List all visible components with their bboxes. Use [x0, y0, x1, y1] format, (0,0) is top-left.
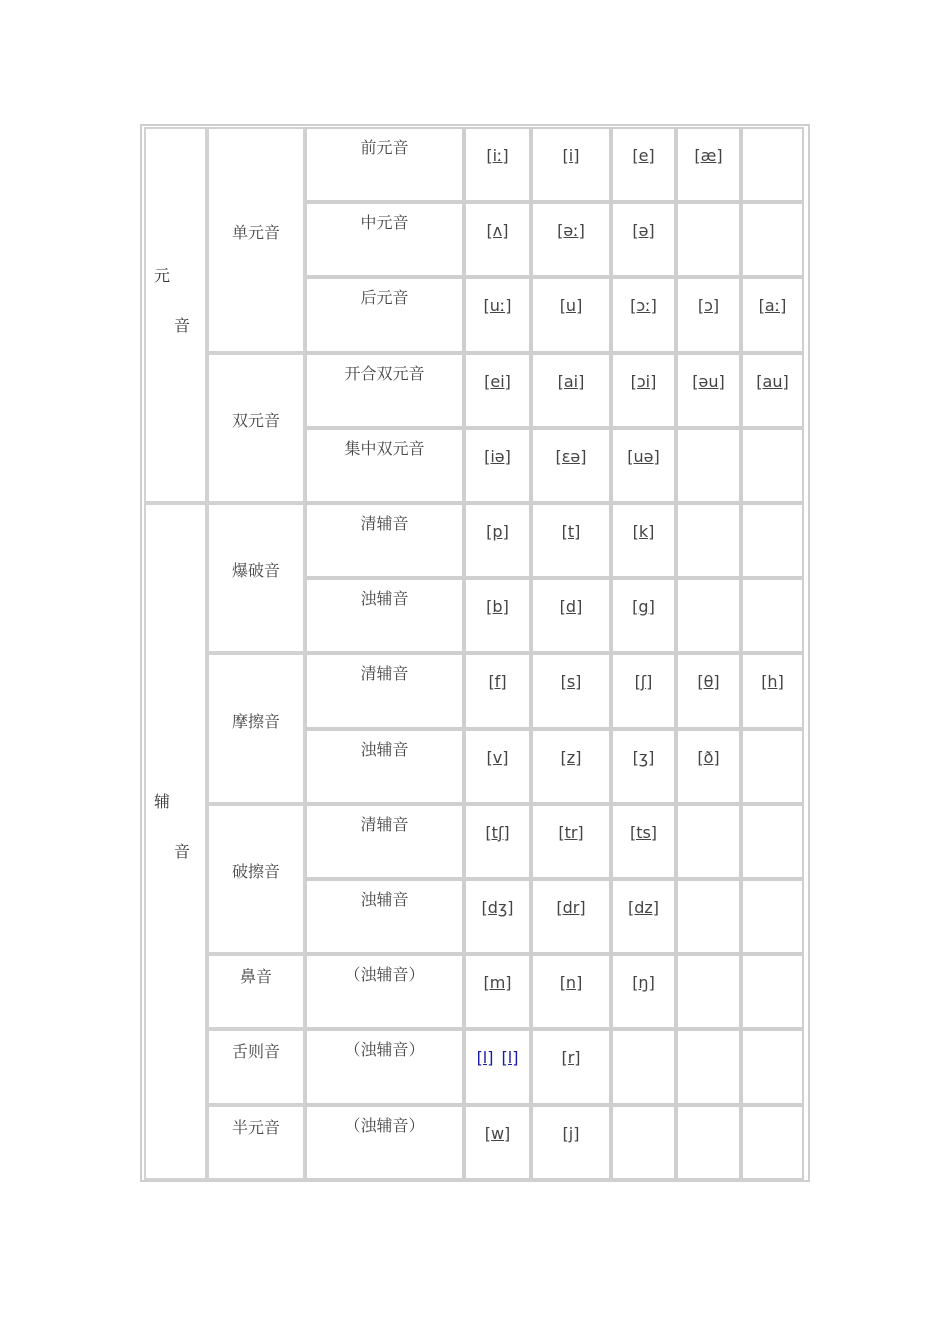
type-label: 清辅音 — [360, 814, 409, 834]
symbol-cell — [531, 954, 611, 1029]
symbol-cell — [464, 578, 531, 653]
ipa-link[interactable]: [m] — [483, 973, 512, 993]
symbol-cell — [676, 954, 741, 1029]
type-cell — [305, 127, 464, 202]
symbol-cell — [611, 729, 676, 804]
type-label: 开合双元音 — [344, 363, 425, 383]
ipa-link[interactable]: [ʌ] — [486, 221, 509, 241]
group-label: 舌则音 — [231, 1042, 280, 1062]
group-label: 单元音 — [231, 222, 280, 242]
type-label: 清辅音 — [360, 514, 409, 533]
ipa-link[interactable]: [f] — [488, 672, 507, 692]
type-cell — [305, 1029, 464, 1104]
category-cell — [144, 127, 207, 503]
symbol-cell — [531, 353, 611, 428]
ipa-link[interactable]: [εə] — [555, 446, 587, 466]
symbol-cell — [464, 1029, 531, 1104]
symbol-cell — [676, 879, 741, 954]
symbol-cell — [741, 653, 804, 728]
ipa-link[interactable]: [əː] — [557, 221, 585, 241]
group-cell — [207, 353, 305, 503]
symbol-cell — [611, 804, 676, 879]
symbol-cell — [741, 503, 804, 578]
type-cell — [305, 503, 464, 578]
symbol-cell — [611, 578, 676, 653]
ipa-link[interactable]: [i] — [562, 146, 580, 165]
type-cell — [305, 353, 464, 428]
ipa-link[interactable]: [v] — [486, 747, 509, 767]
ipa-link[interactable]: [t] — [561, 522, 581, 541]
symbol-cell — [531, 428, 611, 503]
symbol-cell — [741, 578, 804, 653]
symbol-cell — [611, 503, 676, 578]
ipa-link[interactable]: [uː] — [483, 296, 512, 316]
ipa-link[interactable]: [ts] — [629, 822, 658, 842]
group-label: 破擦音 — [231, 861, 280, 881]
symbol-cell — [464, 428, 531, 503]
ipa-link[interactable]: [n] — [559, 973, 583, 993]
group-cell — [207, 503, 305, 653]
type-cell — [305, 202, 464, 277]
symbol-cell — [741, 1029, 804, 1104]
symbol-cell — [676, 428, 741, 503]
ipa-link[interactable]: [iə] — [484, 446, 511, 466]
symbol-cell — [464, 127, 531, 202]
group-label: 摩擦音 — [231, 711, 280, 731]
group-label: 半元音 — [231, 1117, 280, 1137]
symbol-cell — [611, 127, 676, 202]
symbol-cell — [464, 202, 531, 277]
ipa-link[interactable]: [ð] — [697, 747, 720, 767]
ipa-link[interactable]: [dr] — [556, 898, 586, 917]
ipa-link[interactable]: [ai] — [557, 371, 585, 391]
symbol-cell — [464, 353, 531, 428]
ipa-link[interactable]: [dʒ] — [481, 898, 514, 917]
ipa-link[interactable]: [ɔi] — [630, 371, 657, 391]
type-cell — [305, 879, 464, 954]
ipa-link[interactable]: [l] — [476, 1048, 494, 1068]
symbol-cell — [531, 653, 611, 728]
symbol-cell — [676, 653, 741, 728]
ipa-link[interactable]: [au] — [756, 371, 789, 391]
symbol-cell — [611, 353, 676, 428]
symbol-cell — [531, 503, 611, 578]
group-label: 鼻音 — [239, 967, 272, 987]
ipa-link[interactable]: [ə] — [632, 221, 655, 241]
symbol-cell — [611, 653, 676, 728]
symbol-cell — [531, 277, 611, 352]
symbol-cell — [531, 729, 611, 804]
ipa-link[interactable]: [j] — [562, 1123, 580, 1143]
ipa-link[interactable]: [z] — [560, 747, 582, 767]
group-cell — [207, 1105, 305, 1180]
type-label: 浊辅音 — [360, 739, 409, 759]
ipa-link[interactable]: [θ] — [697, 672, 720, 692]
ipa-link[interactable]: [aː] — [758, 296, 787, 316]
group-label: 爆破音 — [231, 561, 280, 581]
category-cell — [144, 503, 207, 1180]
ipa-link[interactable]: [e] — [632, 146, 655, 165]
type-cell — [305, 729, 464, 804]
ipa-link[interactable]: [ei] — [484, 371, 511, 391]
type-cell — [305, 277, 464, 352]
symbol-cell — [611, 879, 676, 954]
ipa-link[interactable]: [ɔ] — [697, 296, 720, 316]
symbol-cell — [531, 804, 611, 879]
symbol-cell — [741, 277, 804, 352]
symbol-pair — [466, 1048, 529, 1067]
symbol-cell — [676, 729, 741, 804]
group-label: 双元音 — [231, 410, 280, 430]
type-cell — [305, 653, 464, 728]
symbol-cell — [531, 879, 611, 954]
group-cell — [207, 804, 305, 954]
type-label: 中元音 — [360, 213, 409, 233]
symbol-cell — [741, 879, 804, 954]
symbol-cell — [676, 578, 741, 653]
ipa-link[interactable]: [s] — [560, 672, 582, 692]
ipa-link[interactable]: [w] — [484, 1123, 511, 1143]
symbol-cell — [464, 503, 531, 578]
ipa-link[interactable]: [d] — [559, 597, 583, 617]
ipa-link[interactable]: [tr] — [558, 822, 584, 842]
ipa-link[interactable]: [h] — [761, 672, 784, 692]
ipa-link[interactable]: [p] — [486, 522, 509, 541]
symbol-cell — [611, 1105, 676, 1180]
type-label: 前元音 — [360, 138, 409, 157]
ipa-link[interactable]: [ŋ] — [632, 973, 655, 993]
symbol-cell — [611, 954, 676, 1029]
symbol-cell — [464, 1105, 531, 1180]
ipa-link[interactable]: [tʃ] — [485, 822, 510, 842]
ipa-link[interactable]: [r] — [561, 1048, 581, 1068]
symbol-cell — [676, 503, 741, 578]
symbol-cell — [676, 1105, 741, 1180]
symbol-cell — [741, 804, 804, 879]
type-label: 后元音 — [360, 288, 409, 308]
type-cell — [305, 578, 464, 653]
symbol-cell — [611, 202, 676, 277]
ipa-link[interactable]: [æ] — [694, 146, 723, 165]
symbol-cell — [531, 578, 611, 653]
category-top-char: 辅 — [154, 792, 171, 812]
ipa-link[interactable]: [əu] — [692, 371, 725, 391]
group-cell — [207, 1029, 305, 1104]
ipa-link[interactable]: [b] — [486, 597, 509, 617]
type-cell — [305, 954, 464, 1029]
ipa-link[interactable]: [u] — [559, 296, 583, 316]
symbol-cell — [464, 954, 531, 1029]
symbol-cell — [676, 1029, 741, 1104]
ipa-link[interactable]: [ʒ] — [632, 747, 655, 767]
type-label: 浊辅音 — [360, 589, 409, 609]
symbol-cell — [464, 804, 531, 879]
symbol-cell — [741, 127, 804, 202]
type-cell — [305, 1105, 464, 1180]
ipa-link[interactable]: [dz] — [627, 898, 660, 917]
symbol-cell — [741, 428, 804, 503]
ipa-link[interactable]: [iː] — [486, 146, 509, 165]
symbol-cell — [531, 1029, 611, 1104]
ipa-link[interactable]: [l] — [501, 1048, 519, 1068]
symbol-cell — [531, 1105, 611, 1180]
type-cell — [305, 428, 464, 503]
type-label: 浊辅音 — [360, 890, 409, 909]
symbol-cell — [741, 202, 804, 277]
group-cell — [207, 653, 305, 803]
category-bottom-char: 音 — [174, 316, 191, 335]
symbol-cell — [531, 202, 611, 277]
ipa-link[interactable]: [g] — [632, 597, 655, 617]
symbol-cell — [464, 653, 531, 728]
symbol-cell — [464, 277, 531, 352]
symbol-cell — [611, 1029, 676, 1104]
type-label: （浊辅音） — [344, 1115, 425, 1135]
type-label: （浊辅音） — [344, 1040, 425, 1060]
symbol-cell — [741, 954, 804, 1029]
symbol-cell — [676, 804, 741, 879]
symbol-cell — [611, 428, 676, 503]
group-cell — [207, 127, 305, 353]
ipa-link[interactable]: [uə] — [627, 446, 660, 466]
group-cell — [207, 954, 305, 1029]
type-label: （浊辅音） — [344, 965, 425, 985]
symbol-cell — [741, 1105, 804, 1180]
symbol-cell — [464, 729, 531, 804]
ipa-link[interactable]: [k] — [632, 522, 655, 541]
category-top-char: 元 — [154, 266, 171, 285]
type-cell — [305, 804, 464, 879]
type-label: 集中双元音 — [344, 438, 425, 458]
symbol-cell — [676, 353, 741, 428]
symbol-cell — [676, 202, 741, 277]
symbol-cell — [741, 729, 804, 804]
symbol-cell — [531, 127, 611, 202]
symbol-cell — [611, 277, 676, 352]
symbol-cell — [676, 277, 741, 352]
type-label: 清辅音 — [360, 664, 409, 684]
symbol-cell — [464, 879, 531, 954]
category-bottom-char: 音 — [174, 842, 191, 862]
symbol-cell — [676, 127, 741, 202]
symbol-cell — [741, 353, 804, 428]
ipa-link[interactable]: [ʃ] — [634, 672, 653, 692]
ipa-link[interactable]: [ɔː] — [630, 296, 657, 316]
